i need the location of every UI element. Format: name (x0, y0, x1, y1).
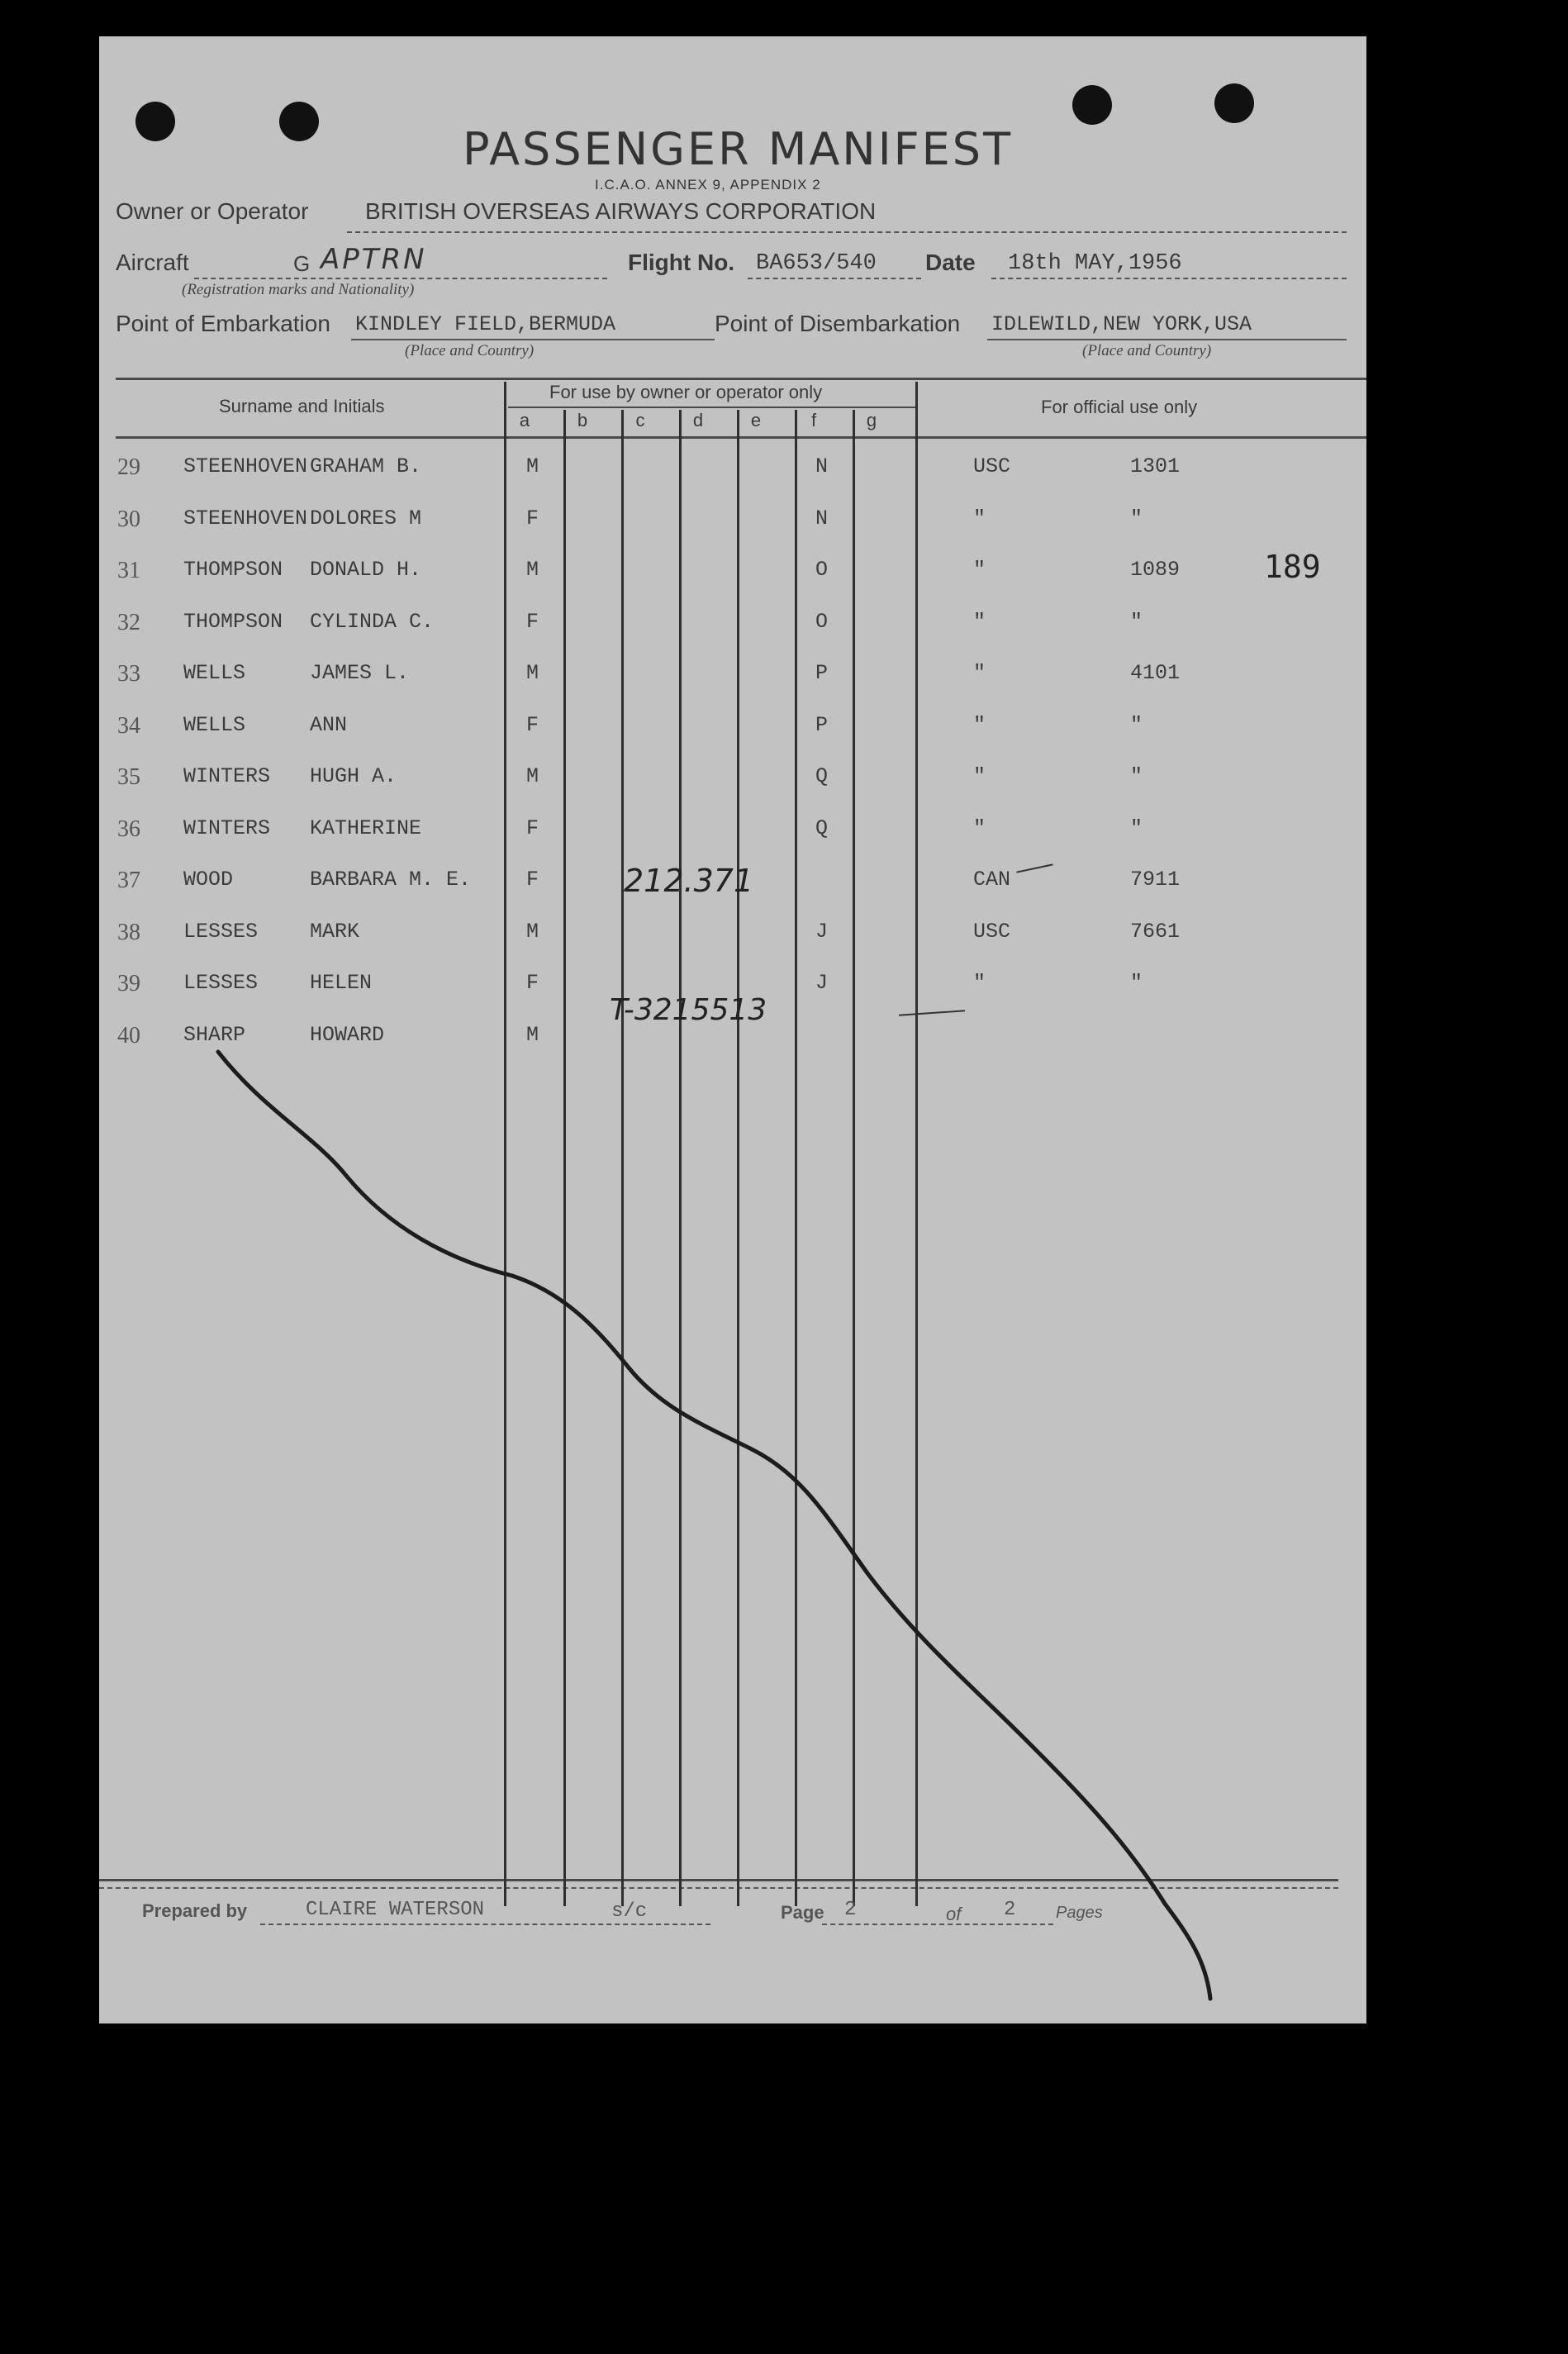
nationality-cell: " (973, 506, 986, 530)
row-number: 35 (117, 764, 140, 790)
column-f-cell: N (815, 454, 829, 478)
embarkation-label: Point of Embarkation (116, 311, 330, 336)
code-cell: " (1130, 764, 1143, 788)
nationality-cell: " (973, 971, 986, 995)
row-number: 29 (117, 454, 140, 480)
page-label: Page (781, 1902, 824, 1923)
surname-cell: LESSES (183, 971, 259, 995)
column-d-header: d (692, 410, 704, 430)
sex-cell: F (526, 971, 539, 995)
disembarkation-value: IDLEWILD,NEW YORK,USA (991, 312, 1252, 336)
given-name-cell: KATHERINE (310, 816, 422, 840)
handwritten-note-row-37: 212.371 (624, 863, 754, 899)
handwritten-note-row-40: T-3215513 (610, 993, 767, 1027)
given-name-cell: DOLORES M (310, 506, 422, 530)
column-f-cell: J (815, 919, 829, 944)
nationality-cell: " (973, 661, 986, 685)
official-header: For official use only (1041, 397, 1198, 417)
column-f-cell: O (815, 558, 829, 582)
column-f-header: f (810, 410, 817, 430)
given-name-cell: MARK (310, 919, 360, 944)
column-f-cell: P (815, 712, 829, 737)
operator-header: For use by owner or operator only (549, 382, 823, 402)
row-number: 36 (117, 816, 140, 842)
given-name-cell: BARBARA M. E. (310, 868, 472, 892)
page-underline (822, 1924, 1053, 1925)
sex-cell: M (526, 558, 539, 582)
column-f-cell: Q (815, 816, 829, 840)
owner-value: BRITISH OVERSEAS AIRWAYS CORPORATION (365, 198, 877, 224)
surname-cell: WOOD (183, 868, 234, 892)
surname-cell: WELLS (183, 661, 246, 685)
nationality-cell: USC (973, 454, 1011, 478)
prepared-by-suffix: s/c (611, 1900, 648, 1923)
row-number: 39 (117, 971, 140, 996)
sex-cell: F (526, 816, 539, 840)
given-name-cell: GRAHAM B. (310, 454, 422, 478)
sex-cell: M (526, 764, 539, 788)
column-f-cell: Q (815, 764, 829, 788)
sex-cell: F (526, 609, 539, 634)
prepared-by-underline (260, 1924, 710, 1925)
given-name-cell: HELEN (310, 971, 373, 995)
row-number: 31 (117, 558, 140, 583)
surname-cell: WELLS (183, 712, 246, 737)
row-number: 30 (117, 506, 140, 532)
surname-cell: STEENHOVEN (183, 454, 308, 478)
nationality-cell: CAN (973, 868, 1011, 892)
surname-cell: SHARP (183, 1022, 246, 1047)
code-cell: 1301 (1130, 454, 1181, 478)
page-number: 2 (844, 1899, 857, 1921)
embarkation-note: (Place and Country) (405, 342, 535, 359)
row-number: 33 (117, 661, 140, 687)
sex-cell: M (526, 919, 539, 944)
row-number: 32 (117, 609, 140, 635)
page-subtitle: I.C.A.O. ANNEX 9, APPENDIX 2 (595, 177, 821, 193)
aircraft-label: Aircraft (116, 250, 189, 275)
of-label: of (946, 1904, 962, 1924)
code-cell: 7911 (1130, 868, 1181, 892)
nationality-cell: " (973, 816, 986, 840)
column-c-header: c (635, 410, 645, 430)
column-f-cell: O (815, 609, 829, 634)
surname-cell: WINTERS (183, 816, 271, 840)
nationality-cell: " (973, 764, 986, 788)
column-a-header: a (519, 410, 530, 430)
given-name-cell: HOWARD (310, 1022, 385, 1047)
aircraft-registration: APTRN (321, 243, 427, 276)
manifest-page (99, 36, 1366, 2023)
sex-cell: F (526, 506, 539, 530)
disembarkation-label: Point of Disembarkation (715, 311, 961, 336)
aircraft-prefix: G (293, 251, 311, 276)
nationality-cell: " (973, 712, 986, 737)
code-cell: " (1130, 506, 1143, 530)
code-cell: 7661 (1130, 919, 1181, 944)
pages-label: Pages (1056, 1904, 1103, 1922)
disembarkation-note: (Place and Country) (1082, 342, 1212, 359)
page-title: PASSENGER MANIFEST (463, 123, 1014, 175)
stamp-number: 189 (1264, 549, 1321, 585)
sex-cell: M (526, 1022, 539, 1047)
embarkation-value: KINDLEY FIELD,BERMUDA (355, 312, 616, 336)
code-cell: 4101 (1130, 661, 1181, 685)
total-pages: 2 (1004, 1899, 1016, 1921)
surname-header: Surname and Initials (219, 396, 385, 416)
surname-cell: LESSES (183, 919, 259, 944)
code-cell: " (1130, 712, 1143, 737)
flight-number: BA653/540 (756, 251, 877, 276)
row-number: 34 (117, 712, 140, 739)
aircraft-note: (Registration marks and Nationality) (182, 281, 415, 298)
prepared-by-label: Prepared by (142, 1900, 248, 1921)
sex-cell: F (526, 868, 539, 892)
date-value: 18th MAY,1956 (1008, 251, 1182, 276)
column-f-cell: P (815, 661, 829, 685)
surname-cell: STEENHOVEN (183, 506, 308, 530)
given-name-cell: HUGH A. (310, 764, 397, 788)
row-number: 38 (117, 919, 140, 945)
code-cell: 1089 (1130, 558, 1181, 582)
row-number: 40 (117, 1022, 140, 1049)
code-cell: " (1130, 609, 1143, 634)
nationality-cell: " (973, 558, 986, 582)
given-name-cell: ANN (310, 712, 348, 737)
surname-cell: THOMPSON (183, 609, 283, 634)
row-number: 37 (117, 868, 140, 893)
sex-cell: F (526, 712, 539, 737)
given-name-cell: JAMES L. (310, 661, 410, 685)
surname-cell: WINTERS (183, 764, 271, 788)
column-g-header: g (866, 410, 877, 430)
prepared-by-value: CLAIRE WATERSON (306, 1899, 485, 1921)
date-label: Date (925, 250, 976, 275)
owner-label: Owner or Operator (116, 198, 309, 224)
column-f-cell: J (815, 971, 829, 995)
sex-cell: M (526, 661, 539, 685)
nationality-cell: " (973, 609, 986, 634)
cancellation-strike-line (99, 36, 1366, 2023)
column-f-cell: N (815, 506, 829, 530)
flight-label: Flight No. (628, 250, 735, 275)
given-name-cell: CYLINDA C. (310, 609, 435, 634)
given-name-cell: DONALD H. (310, 558, 422, 582)
code-cell: " (1130, 816, 1143, 840)
sex-cell: M (526, 454, 539, 478)
column-b-header: b (577, 410, 588, 430)
code-cell: " (1130, 971, 1143, 995)
nationality-cell: USC (973, 919, 1011, 944)
column-e-header: e (750, 410, 762, 430)
surname-cell: THOMPSON (183, 558, 283, 582)
